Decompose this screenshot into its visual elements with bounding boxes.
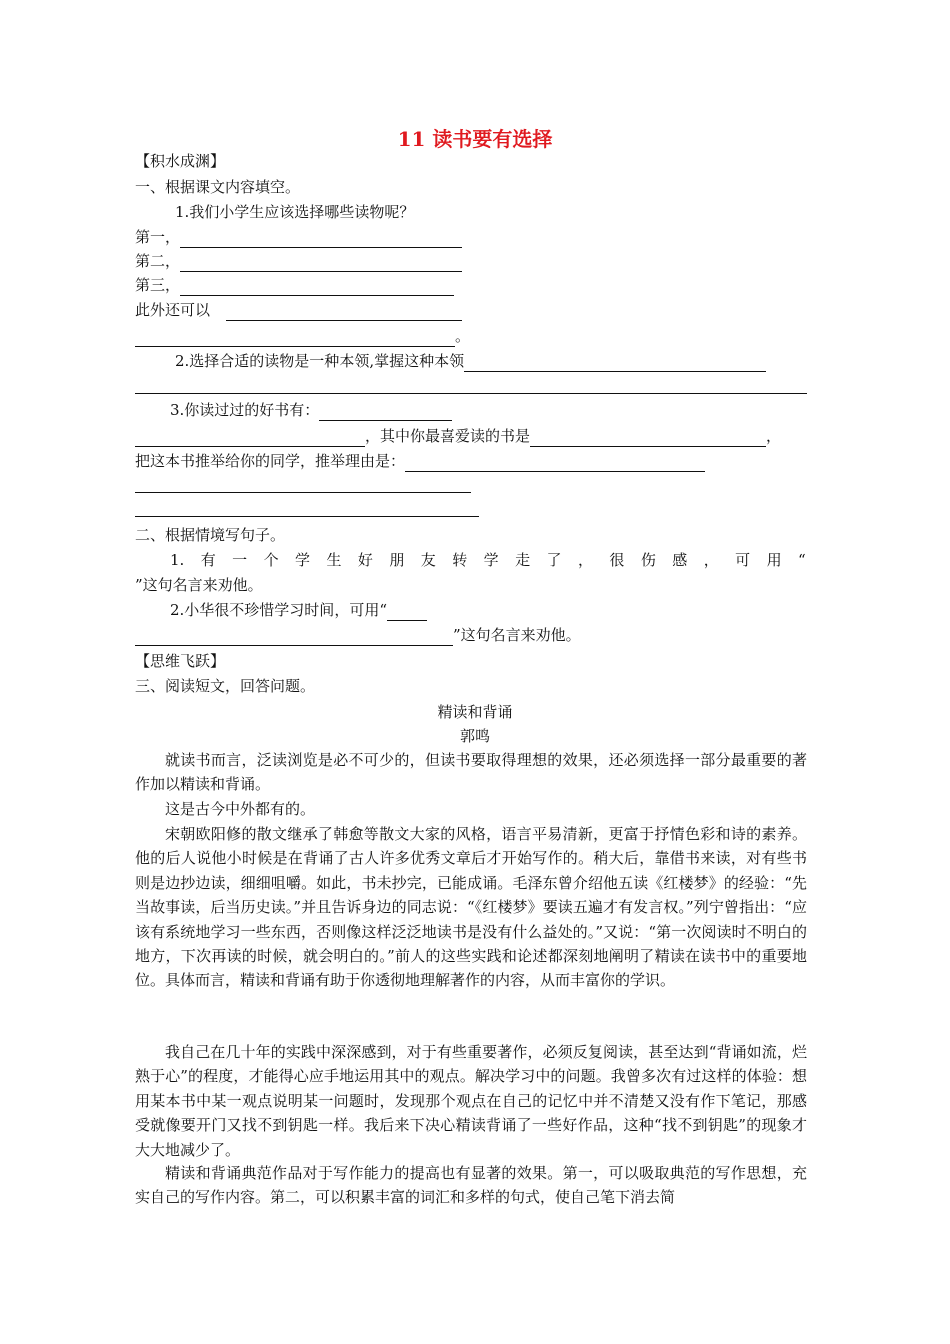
p2q1-char: 个 bbox=[263, 551, 279, 569]
q1-first-label: 第一， bbox=[135, 228, 181, 246]
q2-blank[interactable] bbox=[464, 354, 766, 372]
article-paragraph: 就读书而言，泛读浏览是必不可少的，但读书要取得理想的效果，还必须选择一部分最重要的著作加以精读和背诵。 bbox=[135, 751, 807, 794]
p2q1-char: 用 bbox=[766, 551, 782, 569]
p2q1-char: 友 bbox=[420, 551, 436, 569]
p2q1-char: 生 bbox=[326, 551, 342, 569]
part2-q2-line2 bbox=[135, 624, 581, 646]
p2q1-char: “ bbox=[798, 551, 806, 569]
p2q1-char: 学 bbox=[483, 551, 499, 569]
article-title: 精读和背诵 bbox=[437, 703, 513, 721]
part2-heading: 二、根据情境写句子。 bbox=[135, 526, 286, 544]
q1-third-label: 第三， bbox=[135, 276, 181, 294]
section-header-accumulate: 【积水成渊】 bbox=[135, 152, 226, 170]
q3-reason-blank-3[interactable] bbox=[135, 516, 479, 517]
q1-third-row bbox=[135, 274, 454, 296]
article-paragraph: 我自己在几十年的实践中深深感到，对于有些重要著作，必须反复阅读，甚至达到“背诵如流，烂熟于心”的程度，才能得心应手地运用其中的观点。解决学习中的问题。我曾多次有过这样的体验：想用某本书中某一观点说明某一问题时，发现那个观点在自己的记忆中并不清楚又没有作下笔记，那感受就像要开门又找不到钥匙一样。我后来下决心精读背诵了一些好作品，这种“找不到钥匙”的现象才大大地减少了。 bbox=[135, 1043, 807, 1159]
part1-heading: 一、根据课文内容填空。 bbox=[135, 178, 301, 196]
article-author: 郭鸣 bbox=[459, 727, 490, 745]
q1-end-mark: 。 bbox=[455, 327, 471, 345]
q1-second-row bbox=[135, 250, 462, 272]
q3-question: 3.你读过过的好书有： bbox=[170, 401, 320, 419]
article-paragraph: 精读和背诵典范作品对于写作能力的提高也有显著的效果。第一，可以吸取典范的写作思想，充实自己的写作内容。第二，可以积累丰富的词汇和多样的句式，使自己笔下消去简 bbox=[135, 1164, 807, 1207]
q1-first-blank[interactable] bbox=[180, 230, 462, 248]
q1-also-row bbox=[135, 299, 462, 321]
p2q1-char: 伤 bbox=[640, 551, 656, 569]
article-paragraph: 这是古今中外都有的。 bbox=[165, 800, 316, 818]
q1-third-blank[interactable] bbox=[180, 278, 454, 296]
q1-second-blank[interactable] bbox=[180, 254, 462, 272]
q3-favorite-blank[interactable] bbox=[530, 429, 766, 447]
part2-q2-line1 bbox=[170, 599, 427, 621]
q2-blank-2[interactable] bbox=[135, 393, 807, 394]
q2-row bbox=[175, 350, 766, 372]
part2-q2-text: 2.小华很不珍惜学习时间，可用“ bbox=[170, 601, 387, 619]
q1-question: 1.我们小学生应该选择哪些读物呢？ bbox=[175, 203, 415, 221]
part2-q2-end: ”这句名言来劝他。 bbox=[453, 626, 581, 644]
page-title: 11 读书要有选择 bbox=[397, 127, 553, 151]
p2q1-char: 可 bbox=[735, 551, 751, 569]
p2q1-char: 朋 bbox=[389, 551, 405, 569]
section-header-thinking: 【思维飞跃】 bbox=[135, 652, 226, 670]
q3-favorite-row bbox=[135, 425, 781, 447]
p2q1-char: 感 bbox=[672, 551, 688, 569]
q1-also-blank-2[interactable] bbox=[135, 329, 455, 347]
q1-also-blank[interactable] bbox=[226, 303, 462, 321]
part2-q2-blank-2[interactable] bbox=[135, 628, 453, 646]
q1-first-row bbox=[135, 226, 462, 248]
p2q1-char: 一 bbox=[232, 551, 248, 569]
p2q1-char: 很 bbox=[609, 551, 625, 569]
q1-also-row2 bbox=[135, 325, 470, 347]
p2q1-char: 好 bbox=[357, 551, 373, 569]
q3-recommend-row bbox=[135, 450, 705, 472]
q3-books-blank[interactable] bbox=[319, 403, 452, 421]
q3-row bbox=[170, 399, 452, 421]
q3-favorite-end: ， bbox=[766, 427, 782, 445]
p2q1-char: 转 bbox=[452, 551, 468, 569]
q3-reason-blank-2[interactable] bbox=[135, 492, 471, 493]
q1-second-label: 第二， bbox=[135, 252, 181, 270]
q3-recommend-label: 把这本书推举给你的同学，推举理由是： bbox=[135, 452, 406, 470]
q1-also-label: 此外还可以 bbox=[135, 301, 211, 319]
q3-reason-blank[interactable] bbox=[405, 454, 705, 472]
q2-question: 2.选择合适的读物是一种本领,掌握这种本领 bbox=[175, 352, 465, 370]
p2q1-char: 1. bbox=[170, 551, 185, 569]
q3-books-blank-2[interactable] bbox=[135, 429, 365, 447]
part2-q1-line1 bbox=[170, 549, 806, 571]
p2q1-char: 了 bbox=[546, 551, 562, 569]
part2-q1-line2: ”这句名言来劝他。 bbox=[135, 576, 263, 594]
p2q1-char: 学 bbox=[295, 551, 311, 569]
part2-q2-blank[interactable] bbox=[387, 603, 427, 621]
article-paragraph: 宋朝欧阳修的散文继承了韩愈等散文大家的风格，语言平易清新，更富于抒情色彩和诗的素养。他的后人说他小时候是在背诵了古人许多优秀文章后才开始写作的。稍大后，靠借书来读，对有些书则是边抄边读，细细咀嚼。如此，书未抄完，已能成诵。毛泽东曾介绍他五读《红楼梦》的经验：“先当故事读，后当历史读。”并且告诉身边的同志说：“《红楼梦》要读五遍才有发言权。”列宁曾指出：“应该有系统地学习一些东西，否则像这样泛泛地读书是没有什么益处的。”又说：“第一次阅读时不明白的地方，下次再读的时候，就会明白的。”前人的这些实践和论述都深刻地阐明了精读在读书中的重要地位。具体而言，精读和背诵有助于你透彻地理解著作的内容，从而丰富你的学识。 bbox=[135, 825, 807, 990]
part3-heading: 三、阅读短文，回答问题。 bbox=[135, 677, 316, 695]
p2q1-char: 有 bbox=[200, 551, 216, 569]
p2q1-char: ， bbox=[577, 551, 593, 569]
q3-favorite-label: ，其中你最喜爱读的书是 bbox=[365, 427, 531, 445]
p2q1-char: ， bbox=[703, 551, 719, 569]
p2q1-char: 走 bbox=[515, 551, 531, 569]
